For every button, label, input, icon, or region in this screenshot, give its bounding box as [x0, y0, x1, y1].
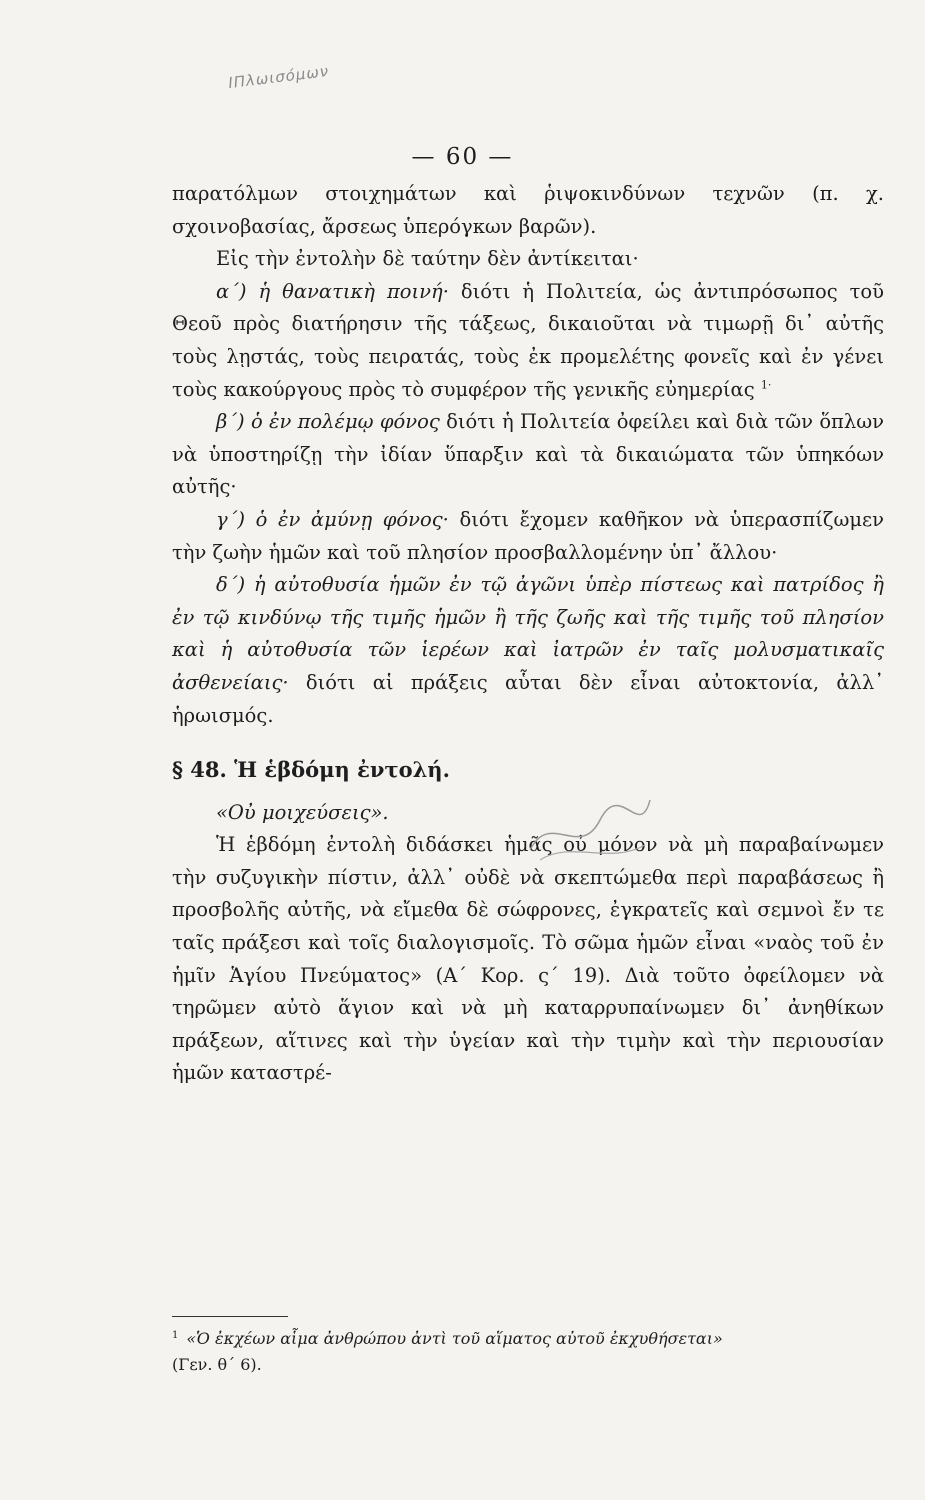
item-beta-label: β΄) ὁ ἐν πολέμῳ φόνος — [216, 410, 440, 434]
item-gamma-label: γ΄) ὁ ἐν ἀμύνῃ φόνος· — [216, 507, 449, 531]
item-beta-text: διότι ἡ Πολιτεία ὀφείλει καὶ διὰ τῶν ὅπλων νὰ ὑποστηρίζῃ τὴν ἰδίαν ὕπαρξιν καὶ τὰ δικαιώματα τῶν ὑπηκόων αὐτῆς· — [172, 410, 884, 499]
item-gamma-text: διότι ἔχομεν καθῆκον νὰ ὑπερασπίζωμεν τὴν ζωὴν ἡμῶν καὶ τοῦ πλησίον προσβαλλομένην ὑπ᾽ ἄλλου· — [172, 507, 884, 564]
paragraph-continuation: παρατόλμων στοιχημάτων καὶ ῥιψοκινδύνων τεχνῶν (π. χ. σχοινοβασίας, ἄρσεως ὑπερόγκων βαρῶν). — [172, 182, 884, 238]
footnote-divider — [172, 1316, 288, 1317]
footnote-citation: (Γεν. θ΄ 6). — [172, 1355, 262, 1374]
handwritten-note: ΙΠλωισόμων — [227, 61, 331, 93]
page-number: — 60 — — [411, 144, 514, 170]
item-delta-label: δ΄) ἡ αὐτοθυσία ἡμῶν ἐν τῷ ἀγῶνι ὑπὲρ πίστεως καὶ πατρίδος ἢ ἐν τῷ κινδύνῳ τῆς τιμῆς ἡμῶν ἢ τῆς ζωῆς καὶ τῆς τιμῆς τοῦ πλησίον καὶ ἡ αὐτοθυσία τῶν ἱερέων καὶ ἰατρῶν ἐν ταῖς μολυσματικαῖς ἀσθενείαις· — [172, 573, 884, 694]
item-alpha-text: διότι ἡ Πολιτεία, ὡς ἀντιπρόσωπος τοῦ Θεοῦ πρὸς διατήρησιν τῆς τάξεως, δικαιοῦται νὰ τιμωρῇ δι᾽ αὐτῆς τοὺς λῃστάς, τοὺς πειρατάς, τοὺς ἐκ προμελέτης φονεῖς καὶ ἐν γένει τοὺς κακούργους πρὸς τὸ συμφέρον τῆς γενικῆς εὐημερίας — [172, 279, 884, 401]
footnote-ref-line — [172, 1352, 884, 1378]
item-beta — [172, 406, 884, 504]
item-delta — [172, 569, 884, 732]
item-alpha-label: α΄) ἡ θανατικὴ ποινή· — [216, 279, 449, 303]
paragraph-seventh-commandment: Ἡ ἑβδόμη ἐντολὴ διδάσκει ἡμᾶς οὐ μόνον νὰ μὴ παραβαίνωμεν τὴν συζυγικὴν πίστιν, ἀλλ᾽ οὐδὲ νὰ σκεπτώμεθα περὶ παραβάσεως ἢ προσβολῆς αὐτῆς, νὰ εἴμεθα δὲ σώφρονες, ἐγκρατεῖς καὶ σεμνοὶ ἔν τε ταῖς πράξεσι καὶ τοῖς διαλογισμοῖς. Τὸ σῶμα ἡμῶν εἶναι «ναὸς τοῦ ἐν ἡμῖν Ἁγίου Πνεύματος» (Α΄ Κορ. ς΄ 19). Διὰ τοῦτο ὀφείλομεν νὰ τηρῶμεν αὐτὸ ἅγιον καὶ νὰ μὴ καταρρυπαίνωμεν δι᾽ ἀνηθίκων πράξεων, αἵτινες καὶ τὴν ὑγείαν καὶ τὴν τιμὴν καὶ τὴν περιουσίαν ἡμῶν καταστρέ- — [172, 833, 884, 1085]
footnote-quote: «Ὁ ἐκχέων αἷμα ἀνθρώπου ἀντὶ τοῦ αἵματος αὐτοῦ ἐκχυθήσεται» — [186, 1329, 723, 1348]
footnote-reference: 1· — [760, 378, 772, 392]
paragraph-intro: Εἰς τὴν ἐντολὴν δὲ ταύτην δὲν ἀντίκειται· — [216, 247, 639, 271]
footnote-line — [172, 1326, 884, 1352]
main-text — [172, 178, 884, 1090]
footnote-mark: 1 — [172, 1329, 179, 1341]
item-alpha — [172, 276, 884, 406]
footnote — [172, 1326, 884, 1378]
section-heading: § 48. Ἡ ἑβδόμη ἐντολή. — [172, 757, 450, 783]
item-delta-text: διότι αἱ πράξεις αὗται δὲν εἶναι αὐτοκτονία, ἀλλ᾽ ἡρωισμός. — [172, 670, 884, 727]
pencil-scribble-icon — [520, 790, 660, 870]
item-gamma — [172, 504, 884, 569]
commandment-quote: «Οὐ μοιχεύσεις». — [216, 800, 389, 824]
